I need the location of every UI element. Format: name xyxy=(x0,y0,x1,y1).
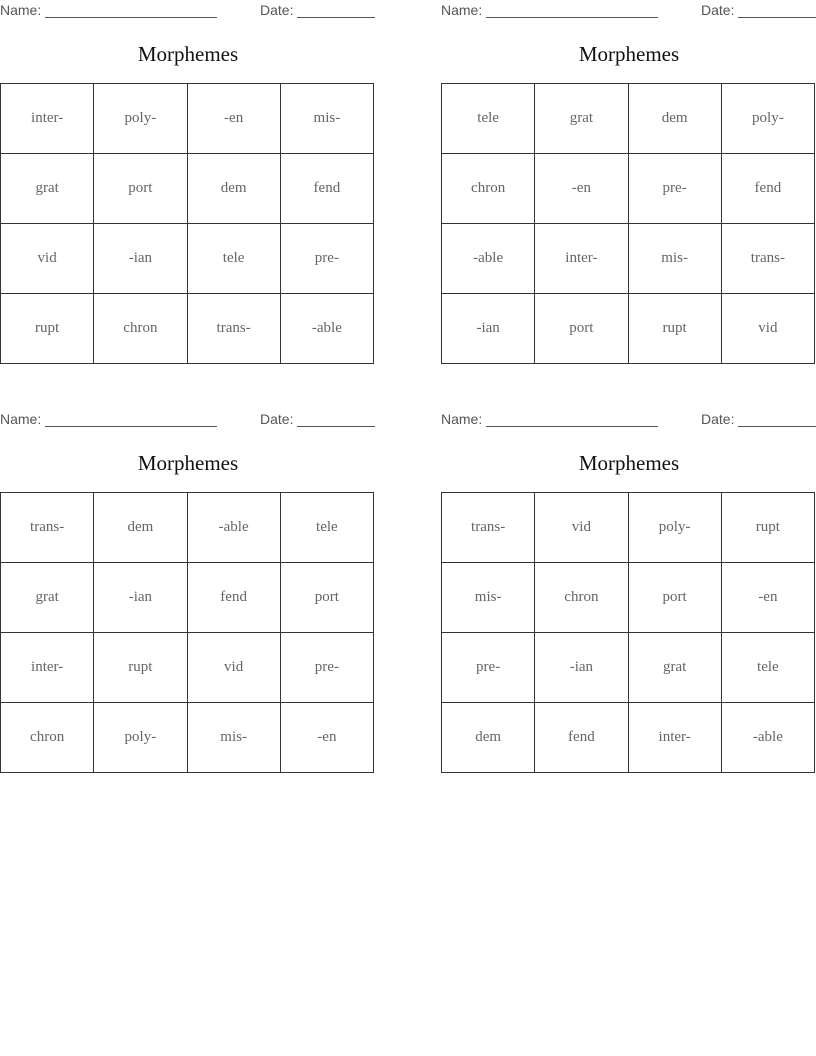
date-blank-line xyxy=(738,426,816,427)
grid-row xyxy=(1,154,374,224)
grid-cell: grat xyxy=(1,563,94,633)
grid-row xyxy=(442,294,815,364)
grid-cell: chron xyxy=(94,294,187,364)
grid-cell: grat xyxy=(1,154,94,224)
name-label: Name: xyxy=(441,2,483,18)
grid-cell: chron xyxy=(1,703,94,773)
grid-cell: poly- xyxy=(721,84,814,154)
date-label: Date: xyxy=(701,2,735,18)
date-blank-line xyxy=(738,17,816,18)
grid-cell: trans- xyxy=(442,493,535,563)
grid-row xyxy=(1,224,374,294)
grid-cell: rupt xyxy=(721,493,814,563)
grid-cell: grat xyxy=(535,84,628,154)
grid-cell: dem xyxy=(187,154,280,224)
name-label: Name: xyxy=(0,2,42,18)
card-title: Morphemes xyxy=(137,42,239,66)
grid-cell: fend xyxy=(535,703,628,773)
grid-row xyxy=(1,563,374,633)
grid-cell: port xyxy=(628,563,721,633)
grid-cell: poly- xyxy=(628,493,721,563)
date-label: Date: xyxy=(260,2,294,18)
grid-cell: dem xyxy=(442,703,535,773)
grid-cell: pre- xyxy=(442,633,535,703)
grid-cell: -able xyxy=(442,224,535,294)
grid-cell: mis- xyxy=(628,224,721,294)
grid-row xyxy=(1,493,374,563)
date-blank-line xyxy=(297,17,375,18)
grid-cell: -ian xyxy=(94,563,187,633)
grid-cell: tele xyxy=(721,633,814,703)
name-blank-line xyxy=(486,17,658,18)
bingo-grid xyxy=(0,83,374,364)
grid-cell: -able xyxy=(187,493,280,563)
grid-cell: -able xyxy=(721,703,814,773)
bingo-grid xyxy=(441,492,815,773)
name-date-header xyxy=(0,2,376,20)
name-label: Name: xyxy=(0,411,42,427)
grid-cell: -en xyxy=(535,154,628,224)
grid-row xyxy=(442,633,815,703)
grid-cell: -able xyxy=(280,294,373,364)
grid-cell: dem xyxy=(628,84,721,154)
grid-row xyxy=(1,703,374,773)
grid-cell: pre- xyxy=(280,224,373,294)
grid-cell: port xyxy=(535,294,628,364)
grid-row xyxy=(442,703,815,773)
grid-cell: trans- xyxy=(187,294,280,364)
grid-cell: -ian xyxy=(94,224,187,294)
grid-cell: port xyxy=(94,154,187,224)
grid-row xyxy=(442,563,815,633)
card-title: Morphemes xyxy=(578,42,680,66)
grid-cell: tele xyxy=(280,493,373,563)
grid-cell: tele xyxy=(442,84,535,154)
grid-cell: fend xyxy=(187,563,280,633)
grid-cell: -ian xyxy=(535,633,628,703)
date-blank-line xyxy=(297,426,375,427)
grid-cell: inter- xyxy=(535,224,628,294)
name-date-header xyxy=(0,411,376,429)
grid-row xyxy=(442,154,815,224)
grid-cell: vid xyxy=(721,294,814,364)
grid-cell: trans- xyxy=(721,224,814,294)
date-label: Date: xyxy=(260,411,294,427)
grid-cell: rupt xyxy=(1,294,94,364)
grid-cell: inter- xyxy=(628,703,721,773)
grid-cell: vid xyxy=(535,493,628,563)
name-blank-line xyxy=(45,426,217,427)
name-date-header xyxy=(441,2,816,20)
grid-row xyxy=(1,84,374,154)
grid-cell: vid xyxy=(187,633,280,703)
grid-row xyxy=(1,294,374,364)
grid-cell: inter- xyxy=(1,633,94,703)
card-title: Morphemes xyxy=(137,451,239,475)
grid-cell: mis- xyxy=(442,563,535,633)
grid-row xyxy=(442,84,815,154)
name-blank-line xyxy=(486,426,658,427)
grid-cell: fend xyxy=(280,154,373,224)
grid-cell: -en xyxy=(187,84,280,154)
name-label: Name: xyxy=(441,411,483,427)
grid-cell: poly- xyxy=(94,703,187,773)
bingo-grid xyxy=(441,83,815,364)
grid-cell: pre- xyxy=(628,154,721,224)
grid-cell: tele xyxy=(187,224,280,294)
grid-row xyxy=(1,633,374,703)
grid-cell: trans- xyxy=(1,493,94,563)
grid-row xyxy=(442,224,815,294)
grid-cell: vid xyxy=(1,224,94,294)
grid-cell: chron xyxy=(442,154,535,224)
grid-cell: inter- xyxy=(1,84,94,154)
grid-cell: chron xyxy=(535,563,628,633)
grid-cell: -en xyxy=(280,703,373,773)
date-label: Date: xyxy=(701,411,735,427)
grid-row xyxy=(442,493,815,563)
grid-cell: mis- xyxy=(280,84,373,154)
name-blank-line xyxy=(45,17,217,18)
bingo-grid xyxy=(0,492,374,773)
grid-cell: -ian xyxy=(442,294,535,364)
card-title: Morphemes xyxy=(578,451,680,475)
grid-cell: rupt xyxy=(628,294,721,364)
grid-cell: dem xyxy=(94,493,187,563)
name-date-header xyxy=(441,411,816,429)
grid-cell: port xyxy=(280,563,373,633)
grid-cell: rupt xyxy=(94,633,187,703)
grid-cell: grat xyxy=(628,633,721,703)
grid-cell: pre- xyxy=(280,633,373,703)
grid-cell: -en xyxy=(721,563,814,633)
grid-cell: poly- xyxy=(94,84,187,154)
grid-cell: mis- xyxy=(187,703,280,773)
grid-cell: fend xyxy=(721,154,814,224)
